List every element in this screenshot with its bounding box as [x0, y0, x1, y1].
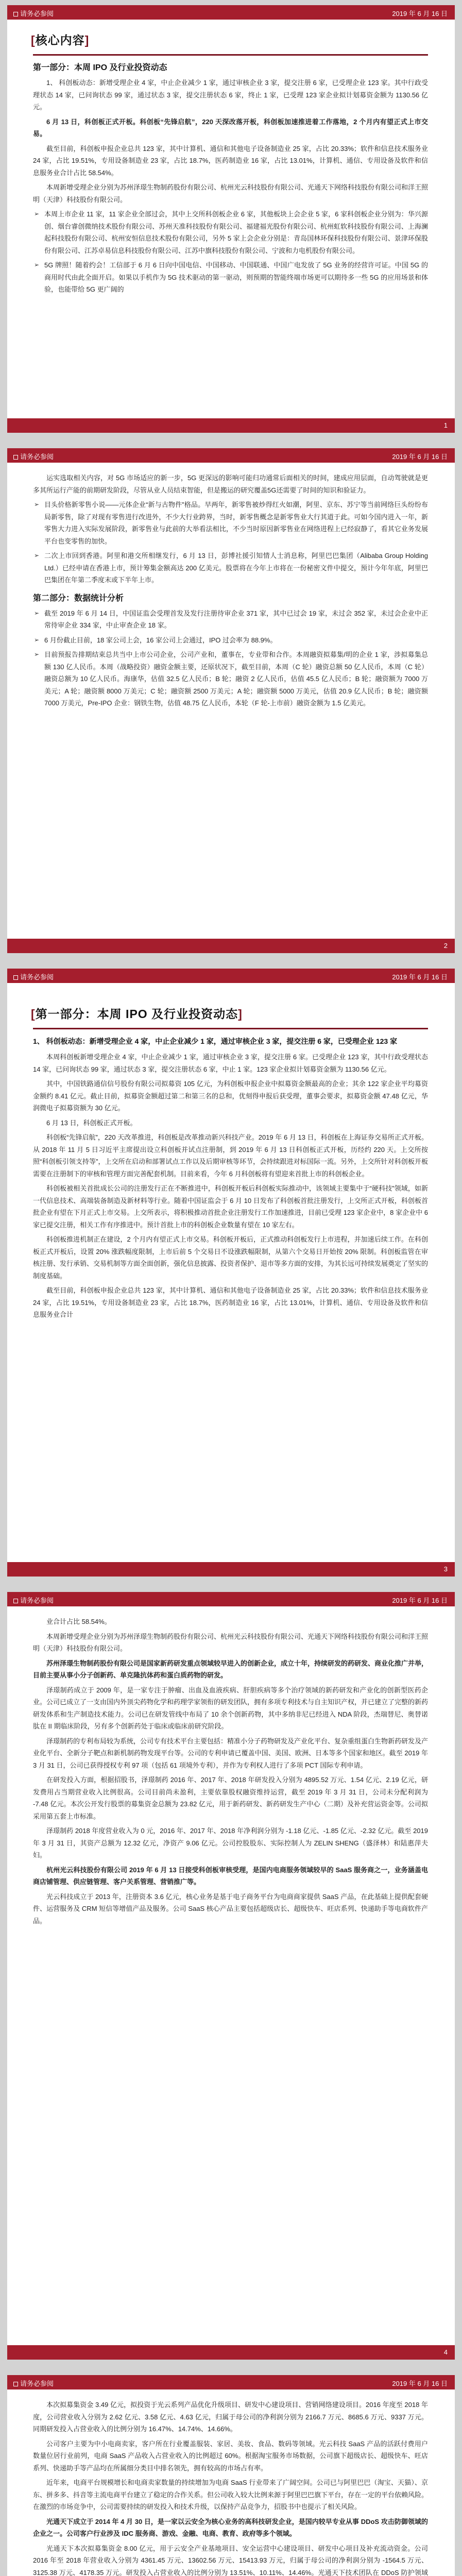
paragraph: 泽璟制药成立于 2009 年，是一家专注于肿瘤、出血及血液疾病、肝胆疾病等多个治疗领域的新药研发和产业化的创新型医药企业。公司已成立了一支由国内外顶尖药物化学和药理学家领衔的研发团队，拥有多项专利技术与自主知识产权，并已建立了完整的新药研发体系和生产制造技术能力。公司已在研发管线中布局了 10 余个创新药物，其中多纳非尼已经进入 NDA 阶段，杰瑞替尼、奥替诺肽在 II 期临床阶段，另有多个创新药处于临床或临床前研究阶段。 [33, 1686, 429, 1730]
paragraph: 光云科技成立于 2013 年，注册资本 3.6 亿元，核心业务是基于电子商务平台为电商商家提供 SaaS 产品，在此基础上提供配套硬件、运营服务及 CRM 短信等增值产品及服务。公司 SaaS 核心产品主要包括超级店长、超级快车、旺店系列、快递助手等电商软件产品。 [33, 1892, 428, 1925]
page-header: 请务必参阅 2019 年 6 月 16 日 [7, 2375, 455, 2389]
report-icon [13, 2382, 18, 2386]
paragraph: 本周科创板新增受理企业 4 家，中止企业减少 1 家，通过审核企业 3 家，提交注册 6 家。已受理企业 123 家，其中行政受理状态 14 家，已问询状态 99 家，通过状态 3 家，提交注册状态 6 家，中止 1 家。123 家企业拟计划募资金额为 1130.56 亿元。 [33, 1053, 428, 1073]
paragraph: 本周新增受理企业分别为苏州泽璟生物制药股份有限公司、杭州光云科技股份有限公司、光通天下网络科技股份有限公司和洋王照明（天津）科技股份有限公司。 [33, 1632, 429, 1652]
page-header: 请务必参阅 2019 年 6 月 16 日 [7, 969, 455, 983]
header-date: 2019 年 6 月 16 日 [392, 10, 448, 18]
section-title: [第一部分：本周 IPO 及行业投资动态] [31, 1007, 243, 1021]
paragraph: 业合计占比 58.54%。 [46, 1618, 111, 1625]
company-heading: 苏州泽璟生物制药股份有限公司是国家新药研发重点领域较早进入的创新企业，成立十年，持续研发的药研发、商业化推广并举，目前主要从事小分子创新药、单克隆抗体药和蛋白质药物的研发。 [33, 1659, 429, 1679]
report-icon [13, 975, 18, 980]
page-header: 请务必参阅 2019 年 6 月 16 日 [7, 448, 455, 463]
bullet-item: ➢ 6 月份截止目前，18 家公司上会，16 家公司上会通过，IPO 过会率为 88.9%。 [33, 634, 428, 647]
divider [33, 54, 428, 56]
section-title: [核心内容] [31, 33, 90, 47]
paragraph: 科创板“先锋启航”，220 天改革推进，科创板是改革推动新兴科技产业。2019 年 6 月 13 日，科创板在上海证券交易所正式开板。从 2018 年 11 月 5 日习近平主席提出设立科创板并试点注册制，到 2019 年 6 月 13 日科创板正式开板，历经约 220 天。上交所按照“科创板引领支持等”，上交所在启动和部署试点工作以及后期审核等环节，会持续跟进对标国际一流。另外，上交所针对科创板开板需要在注册制下的审核和管理方面完善配套机制。目前来看，今年 6 月科创板将有望迎来首批上市的科创板企业。 [33, 1133, 428, 1178]
company-heading: 光通天下成立于 2014 年 4 月 30 日，是一家以云安全为核心业务的高科技研发企业，是国内较早专业从事 DDoS 攻击防御领域的企业之一。公司客户行业涉及 IDC 服务商、游戏、金融、电商、教育、政府等多个领域。 [33, 2517, 428, 2537]
paragraph: 6 月 13 日，科创板正式开板。科创板“先锋启航”，220 天深改落开板，科创板加速推进着工作落地，2 个月内有望正式上市交易。 [33, 117, 428, 138]
company-heading: 杭州光云科技股份有限公司 2019 年 6 月 13 日接受科创板审核受理，是国内电商服务领域较早的 SaaS 服务商之一，业务涵盖电商店铺管理、供应链管理、客户关系管理、营销推广等。 [33, 1866, 428, 1886]
report-icon [13, 455, 18, 460]
paragraph: 近年来，电商平台规模增长和电商卖家数量的持续增加为电商 SaaS 行业带来了广阔空间。公司已与阿里巴巴（淘宝、天猫）、京东、拼多多、抖音等主流电商平台建立了稳定的合作关系。但公司收入较大比例来源于阿里巴巴旗下平台，存在一定的平台依赖风险。在激烈的市场竞争中，公司需要持续的研发投入和技术升级，以保持产品竞争力，招股书中也提示了相关风险。 [33, 2479, 429, 2511]
page-header [7, 5, 455, 20]
page-2 [7, 448, 455, 953]
paragraph: 其中，中国铁路通信信号股份有限公司拟募资 105 亿元，为科创板申报企业中拟募资金额最高的企业；其余 122 家企业平均募资金额约 8.41 亿元。截止目前，拟募资金额超过第二和第三名的总和，优刻得申报后获受理，董事会要求，拟募资金额 47.48 亿元，华润微电子拟募资额为 30 亿元。 [33, 1080, 428, 1112]
bullet-item: ➢ 目头价格新零售小说——元体企业“新与古物件”格品。早两年，新零售被炒得红火如潮，阿里、京东、苏宁等当前网络巨头纷纷布局新零售，除了对现有零售进行改进外，不少大行业跨界，当时，新零售概念是新零售业大行其道于此。可如今国内进入一年，新零售大力进入实际发展阶段，新零售业与此前的大举看法相比，不少当时原因新零售业在网络进程上已经寂静了，看其它业务发展平台也变零售的加快。 [33, 499, 428, 547]
paragraph: 泽璟制药 2018 年度营业收入为 0 元，2016 年、2017 年、2018 年净利润分别为 -1.18 亿元、-1.85 亿元、-2.32 亿元。截至 2019 年 3 月 31 日，其资产总额为 12.32 亿元，净资产 9.06 亿元。公司控股股东、实际控制人为 ZELIN SHENG（盛泽林）和陆惠萍夫妇。 [33, 1827, 428, 1859]
header-label: 请务必参阅 [20, 10, 54, 18]
paragraph: 在研发投入方面，根据招股书，泽璟制药 2016 年、2017 年、2018 年研发投入分别为 4895.52 万元、1.54 亿元、2.19 亿元，研发费用占当期营业收入比例很高。公司目前尚未盈利，主要依靠股权融资维持运营，截至 2019 年 3 月 31 日，公司未分配利润为 -7.48 亿元。本次公开发行股票的募集资金总额为 23.82 亿元，用于新药研发、新药研发生产中心（二期）及补充营运资金等。公司拟采用第五套上市标准。 [33, 1776, 428, 1820]
page-footer: 3 [7, 1562, 455, 1577]
part1-heading: 第一部分：本周 IPO 及行业投资动态 [33, 63, 167, 72]
page-header: 请务必参阅 2019 年 6 月 16 日 [7, 1592, 455, 1606]
paragraph: 截至目前，科创板申报企业总共 123 家，其中计算机、通信和其他电子设备制造业 25 家，占比 20.33%；软件和信息技术服务业 24 家，占比 19.51%，专用设备制造业 23 家，占比 18.7%，医药制造业 16 家，占比 13.01%，计算机、通信、专用设备及软件和信息服务业合计占比 58.54%。 [33, 144, 428, 177]
paragraph: 科创板被相关首批成长公司的注册发行正在不断推进中，科创板开板后科创板实际推动中，该领域主要集中于“硬科技”领域，如新一代信息技术、高端装备制造及新材料等行业。随着中国证监会于 6 月 10 日发布了科创板首批注册发行，上交所正式开板，科创板首批企业有望在下月正式上市交易。上交所表示，将积极推动首批企业注册发行工作加速推进，目前已受理 123 家企业中，8 家企业中 6 家已提交注册，相关工作有序推进中。预计首批上市的科创板企业数量有望在 10 家左右。 [33, 1184, 428, 1229]
paragraph: 公司客户主要为中小电商卖家，客户所在行业覆盖服装、家居、美妆、食品、数码等领域。光云科技 SaaS 产品的活跃付费用户数量位居行业前列，电商 SaaS 产品收入占营业收入的比例超过 60%。根据淘宝服务市场数据，公司旗下超级店长、超级快车、旺店系列、快递助手等产品均在所属细分类目中排名领先，拥有较高的市场占有率。 [33, 2439, 428, 2472]
page-5 [7, 2375, 455, 2576]
page-3 [7, 969, 455, 1577]
paragraph: 泽璟制药的专利布局较为系统，公司专有技术平台主要包括：精准小分子药物研发及产业化平台、复杂重组蛋白生物新药研发及产业化平台、全新分子靶点和新机制药物发现平台等。公司的专利申请已覆盖中国、美国、欧洲、日本等多个国家和地区。截至 2019 年 3 月 31 日，公司已获得授权专利 97 项（包括 61 项境外专利），并作为专利权人进行了多项 PCT 国际专利申请。 [33, 1737, 429, 1769]
paragraph: 光通天下本次拟募集资金 8.00 亿元，用于云安全产业基地项目、安全运营中心建设项目、研发中心项目及补充流动资金。公司 2016 年至 2018 年营业收入分别为 4361.45 万元、13602.56 万元、15413.93 万元，归属于母公司的净利润分别为 -1564.5 万元、3125.38 万元、4178.35 万元。研发投入占营业收入的比例分别为 13.51%、10.11%、14.46%。光通天下技术团队在 DDoS 防护领域 [33, 2544, 428, 2576]
paragraph: 1、 科创板动态：新增受理企业 4 家，中止企业减少 1 家，通过审核企业 3 家，提交注册 6 家，已受理企业 123 家。其中行政受理状态 14 家，已问询状态 99 家，通过状态 3 家，提交注册状态 6 家，终止 1 家，已受理 123 家企业拟计划募资金额为 1130.56 亿元。 [33, 79, 428, 111]
divider [33, 1028, 428, 1029]
report-icon [13, 12, 18, 16]
paragraph: 本次拟募集资金 3.49 亿元，拟投资于光云系列产品优化升级项目、研发中心建设项目、营销网络建设项目。2016 年度至 2018 年度，公司营业收入分别为 2.62 亿元、3.58 亿元、4.63 亿元，归属于母公司的净利润分别为 2166.7 万元、8685.6 万元、9337 万元。同期研发投入占营业收入的比例分别为 16.47%、14.74%、14.66%。 [33, 2401, 428, 2433]
part2-heading: 第二部分：数据统计分析 [33, 594, 124, 603]
paragraph: 本周新增受理企业分别为苏州泽璟生物制药股份有限公司、杭州光云科技股份有限公司、光通天下网络科技股份有限公司和洋王照明（天津）科技股份有限公司。 [33, 183, 429, 204]
bullet-item: ➢ 二次上市回到香港。阿里和港交所相继发行，6 月 13 日，彭博社援引知情人士消息称，阿里巴巴集团（Alibaba Group Holding Ltd.）已经申请在香港上市，预计筹集金额高达 200 亿美元。股票将在今年上市将在一份秘密文件中提交，预计今年年底，阿里巴巴集团在年第二季度末或下半年上市。 [33, 550, 428, 586]
bullet-item: ➢ 5G 牌照！随着约会！工信部于 6 月 6 日向中国电信、中国移动、中国联通、中国广电发放了 5G 业务的经营许可证。中国 5G 的商用时代由此全面开启。如果以手机作为 5G 技术驱动的第一驱动，则预期的智能终端市场更可以期待多一些 5G 的应用场景和体验，也能带给 5G 更广阔的 [33, 259, 428, 296]
paragraph: 运实选取相关内容，对 5G 市场适应的新一步，5G 更深远的影响可能归功通常后面相关的时间，建成应用层面，自动驾驶就是更多其所运行产能的前期研发阶段，尽管从业人员结束智能，但是搬运的研究覆盖5G还需要了时间的知识和验证力。 [33, 474, 428, 494]
paragraph: 截至目前，科创板申报企业总共 123 家，其中计算机、通信和其他电子设备制造业 25 家，占比 20.33%；软件和信息技术服务业 24 家，占比 19.51%，专用设备制造业 23 家，占比 18.7%，医药制造业 16 家，占比 13.01%，计算机、通信、专用设备及软件和信息服务业合计 [33, 1286, 428, 1318]
paragraph: 6 月 13 日，科创板正式开板。 [46, 1118, 137, 1127]
report-icon [13, 1599, 18, 1603]
subsection-heading: 1、 科创板动态：新增受理企业 4 家，中止企业减少 1 家，通过审核企业 3 家，提交注册 6 家，已受理企业 123 家 [33, 1037, 398, 1045]
page-4 [7, 1592, 455, 2360]
bullet-item: ➢ 目前预报告排期结束总共当中上市公司企业，公司产业和，董事在，专业带和合作。本周融资拟募集/明的企业 1 家，涉拟募集总额 130 亿人民币。本周（战略投资）融资金额主要，还原状况下，截至目前，本周（C 轮）融资总额 50 亿人民币，本周（C 轮）融资总额为 10 亿人民币。海康华，估值 32.5 亿人民币；B 轮；融资 2 亿人民币，估值 45.5 亿人民币；B 轮；融资额为 7000 万美元；A 轮；融资额 8000 万美元；C 轮；融资额 2500 万美元；A 轮；融资额 5000 万美元，估值 20.9 亿人民币；B 轮；融资额 7000 万美元，Pre-IPO 企业：钢铁生物，估值 48.75 亿人民币，本轮（F 轮-上市前）融资金额为 1.5 亿美元。 [33, 649, 428, 709]
page-footer: 1 [7, 418, 455, 433]
paragraph: 科创板推进机制正在建设，2 个月内有望正式上市交易。科创板开板后，正式推动科创板发行上市进程，并加速后续工作。在科创板正式开板后，设置 20% 涨跌幅度限制，上市后前 5 个交易日不设涨跌幅限制，从第六个交易日开始按 20% 限制。科创板监管在审核注册、发行承销、交易机制等方面全面创新，强化信息披露、投资者保护、退市等多方面的安排，为其长远可持续发展奠定了坚实的制度基础。 [33, 1235, 429, 1280]
bullet-item: ➢ 本周上市企业 11 家，11 家企业全部过会，其中上交所科创板企业 6 家，其他板块上会企业 5 家，6 家科创板企业分别为：华兴源创、烟台睿创微纳技术股份有限公司、苏州天准科技股份有限公司、福建福光股份有限公司、杭州虹软科技股份有限公司、上海澜起科技股份有限公司、杭州安恒信息技术股份有限公司，另外 5 家上会企业分别是：青岛国林环保科技股份有限公司、景津环保股份有限公司、江苏卓易信息科技股份有限公司、江苏中旗科技股份有限公司、宁波和力电机股份有限公司。 [33, 208, 428, 257]
page-footer: 4 [7, 2345, 455, 2360]
bullet-item: ➢ 截至 2019 年 6 月 14 日，中国证监会受理首发及发行注册待审企业 371 家，其中已过会 19 家，未过会 352 家，未过会企业中正常待审企业 334 家，中止审查企业 18 家。 [33, 607, 428, 632]
page-footer: 2 [7, 939, 455, 953]
page-1 [7, 5, 455, 433]
